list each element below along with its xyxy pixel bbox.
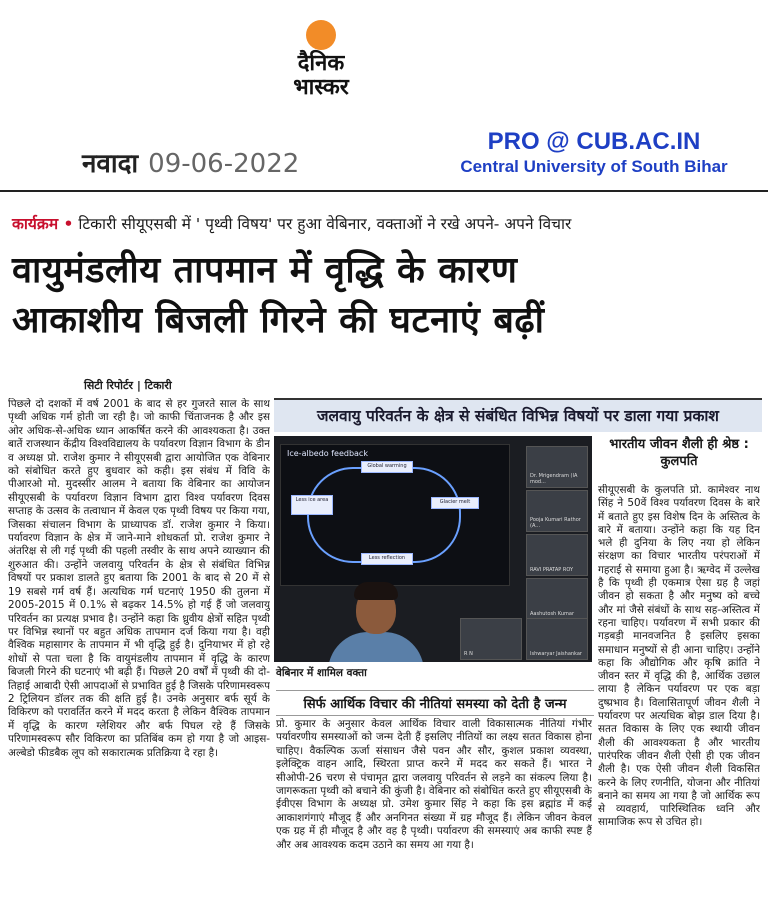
article-column-3: सीयूएसबी के कुलपति प्रो. कामेश्वर नाथ सिंह ने 50वें विश्व पर्यावरण दिवस के बारे में बताते हुए इस विशेष दिन के अस्तित्व के बारे में बताया। उन्होंने कहा कि यह दिन भले ही दुनिया के लिए नया हो लेकिन संरक्षण का विचार भारतीय परंपराओं में गहराई से समाया हुआ है। ऋग्वेद में उल्लेख है कि पृथ्वी ही एकमात्र ऐसा ग्रह है जहां जीवन हो सकता है और मनुष्य को बच्चे और मां जैसे संबंधों के साथ सह-अस्तित्व में रहना चाहिए। पर्यावरण में सभी प्रकार की गड़बड़ी मानवजनित है इसलिए इसका समाधान मनुष्यों से ही आना चाहिए। उन्होंने कहा कि औद्योगिक और कृषि क्रांति ने जीवन स्तर में वृद्धि की है, आर्थिक उछाल लाया है लेकिन पर्यावरण पर एक बड़ा दुष्प्रभाव है। विलासितापूर्ण जीवन शैली ने पर्यावरण पर अत्यधिक बोझ डाल दिया है। सतत विकास के लिए एक स्थायी जीवन शैली की आवश्यकता है और भारतीय पारंपरिक जीवन शैली ऐसी ही एक जीवन शैली है। एक ऐसी जीवन शैली विकसित करने के लिए रणनीति, योजना और नीतियां बनाने का समय आ गया है जो आर्थिक रूप से व्यवहार्य, पारिस्थितिक ध्वनि और सामाजिक रूप से उचित हो। (598, 484, 760, 829)
masthead-divider (0, 190, 768, 192)
masthead-line1: दैनिक (297, 51, 345, 76)
dateline-city: नवादा (82, 149, 139, 179)
webinar-photo (274, 436, 592, 662)
article-column-1: पिछले दो दशकों में वर्ष 2001 के बाद से हर गुजरते साल के साथ पृथ्वी अधिक गर्म होती जा रही है। जो काफी चिंताजनक है और इस ओर अधिक-से-अधिक ध्यान आकर्षित करने की आवश्यकता है। उक्त बातें राजस्थान केंद्रीय विश्वविद्यालय के पर्यावरण विज्ञान विभाग के डीन व अध्यक्ष प्रो. राजेश कुमार ने सीयूएसबी द्वारा आयोजित एक वेबिनार को संबोधित करते हुए बुधवार को कही। इस संबंध में विवि के पीआरओ मो. मुदस्सीर आलम ने बताया कि वेबिनार का आयोजन सीयूएसबी के पर्यावरण विज्ञान विभाग द्वारा विश्व पर्यावरण दिवस सप्ताह के उत्सव के तत्वाधान में केवल एक पृथ्वी विषय पर किया गया, जिसका संचालन विभाग के प्राध्यापक डॉ. राजेश कुमार ने किया। पर्यावरण विज्ञान के क्षेत्र में जाने-माने शोधकर्ता प्रो. राजेश कुमार ने अंतरिक्ष से ली गई पृथ्वी की पहली तस्वीर के साथ अपने व्याख्यान की शुरुआत की। उन्होंने जलवायु परिवर्तन के क्षेत्र से संबंधित विभिन्न विषयों पर प्रकाश डालते हुए बताया कि 2001 के बाद से 20 में से 19 सबसे गर्म वर्ष हैं। अत्यधिक गर्म घटनाएं 1950 की तुलना में 2005-2015 में 0.1% से बढ़कर 14.5% हो गई हैं जो जलवायु परिवर्तन का प्रत्यक्ष प्रभाव है। उन्होंने कहा कि ध्रुवीय क्षेत्रों सहित पृथ्वी पर विभिन्न स्थानों पर बहुत अधिक तापमान दर्ज किया गया है। वही वैश्विक महासागर के तापमान में भी वृद्धि हुई है। दुनियाभर में हो रहे शोधों से पता चला है कि वायुमंडलीय तापमान में वृद्धि के कारण बिजली गिरने की घटनाएं भी बढ़ी हैं। पिछले 20 वर्षों में पृथ्वी की दो-तिहाई आबादी ऐसी आपदाओं से प्रभावित हुई है जिसके परिणामस्वरूप 2 ट्रिलियन डॉलर तक की क्षति हुई है। उनके अनुसार बर्फ सूर्य के विकिरण को परावर्तित करने में मदद करता है लेकिन वैश्विक तापमान में वृद्धि के कारण ग्लेशियर और बर्फ पिघल रहे हैं जिसके परिणामस्वरूप सौर विकिरण का प्रतिबिंब कम हो गया है जो आइस-अल्बेडो फीडबैक लूप को सकारात्मक प्रतिक्रिया दे रहा है। (8, 398, 270, 759)
participant-tile: Dr. Mrigendram (IA mod... (526, 446, 588, 488)
slide-box: Glacier melt (431, 497, 479, 509)
participant-tile: Aashutosh Kumar (526, 578, 588, 620)
presentation-slide (280, 444, 510, 586)
byline: सिटी रिपोर्टर | टिकारी (84, 379, 172, 392)
subheading-2: सिर्फ आर्थिक विचार की नीतियां समस्या को देती है जन्म (276, 690, 594, 716)
article-column-2: प्रो. कुमार के अनुसार केवल आर्थिक विचार वाली विकासात्मक नीतियां गंभीर पर्यावरणीय समस्याओं को जन्म देती हैं इसलिए नीतियों का लक्ष्य सतत विकास होना चाहिए। वैकल्पिक ऊर्जा संसाधन जैसे पवन और सौर, कुशल प्रकाश व्यवस्था, इलेक्ट्रिक वाहन आदि, स्थिरता प्राप्त करने में मदद कर सकते हैं। भारत ने सीओपी-26 चरण से पंचामृत द्वारा जलवायु परिवर्तन से लड़ने का संकल्प लिया है। जागरूकता पृथ्वी को बचाने की कुंजी है। वेबिनार को संबोधित करते हुए सीयूएसबी के ईवीएस विभाग के अध्यक्ष प्रो. उमेश कुमार सिंह ने कहा कि इस ब्रह्मांड में कई आकाशगंगाएं मौजूद हैं और अनगिनत संख्या में ग्रह मौजूद हैं। लेकिन जीवन केवल एक ग्रह में ही मौजूद है और वह है पृथ्वी। पर्यावरण की समस्याएं अब काफी स्पष्ट हैं और अब आवश्यक कदम उठाने का समय आ गया है। (276, 718, 592, 851)
pro-credit (444, 128, 744, 178)
slide-title: Ice-albedo feedback (287, 449, 368, 458)
section-banner: जलवायु परिवर्तन के क्षेत्र से संबंधित विभिन्न विषयों पर डाला गया प्रकाश (274, 398, 762, 432)
university-name: Central University of South Bihar (460, 157, 728, 176)
kicker (12, 212, 762, 234)
masthead-line2: भास्कर (293, 75, 349, 100)
newspaper-logo (258, 6, 384, 122)
kicker-label: कार्यक्रम • (12, 215, 74, 233)
participant-tile: R N (460, 618, 522, 660)
slide-box: Global warming (361, 461, 413, 473)
kicker-text: टिकारी सीयूएसबी में ' पृथ्वी विषय' पर हुआ वेबिनार, वक्ताओं ने रखे अपने- अपने विचार (78, 215, 572, 233)
headline-line2: आकाशीय बिजली गिरने की घटनाएं बढ़ीं (12, 300, 545, 341)
speaker-figure (314, 586, 444, 662)
sun-icon (306, 20, 336, 50)
pro-email: PRO @ CUB.AC.IN (487, 128, 701, 155)
headline-line1: वायुमंडलीय तापमान में वृद्धि के कारण (12, 250, 518, 291)
participant-tile: Pooja Kumari Rathor (A... (526, 490, 588, 532)
slide-box: Less reflection (361, 553, 413, 565)
dateline-date: 09-06-2022 (148, 149, 300, 179)
participant-tile: RAVI PRATAP ROY (526, 534, 588, 576)
headline (12, 246, 760, 346)
participant-tile: Ishwaryar Jaishankar (526, 618, 588, 660)
slide-box: Less ice area (291, 495, 333, 515)
feedback-loop (307, 467, 461, 563)
dateline (82, 144, 299, 180)
photo-caption: वेबिनार में शामिल वक्ता (276, 667, 367, 679)
side-heading: भारतीय जीवन शैली ही श्रेष्ठ : कुलपति (609, 437, 749, 469)
